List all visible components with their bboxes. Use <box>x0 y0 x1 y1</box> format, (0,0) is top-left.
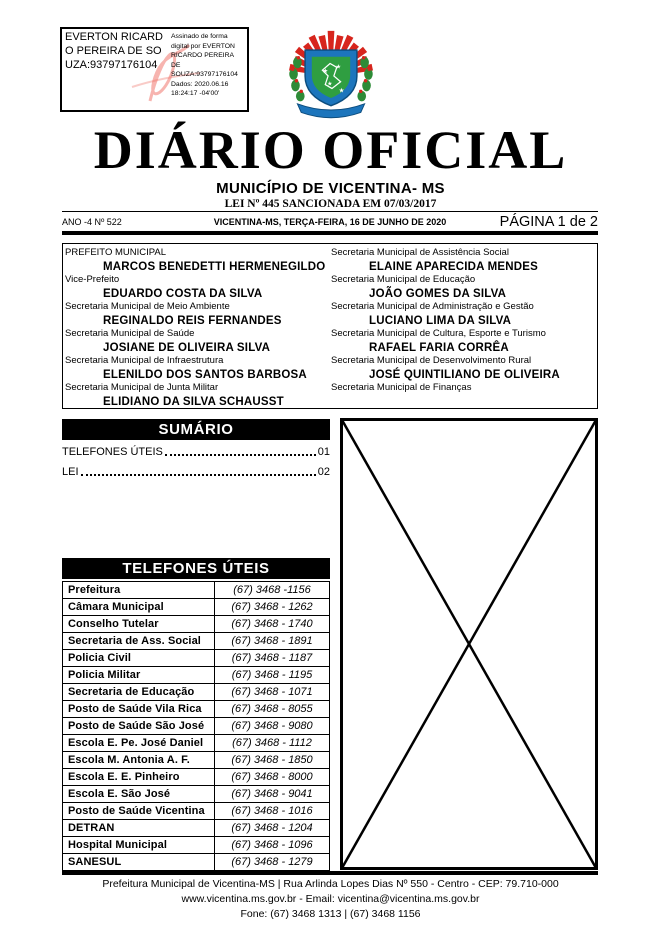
table-row <box>63 786 330 803</box>
official-name: REGINALDO REIS FERNANDES <box>103 314 282 327</box>
summary-section <box>62 419 330 480</box>
phone-entry-name: Escola E. E. Pinheiro <box>63 769 215 786</box>
phone-entry-number: (67) 3468 - 1016 <box>215 803 330 820</box>
phone-entry-number: (67) 3468 - 1262 <box>215 599 330 616</box>
svg-text:★: ★ <box>327 81 333 88</box>
official-role: Vice-Prefeito <box>65 274 120 285</box>
law-reference: LEI Nº 445 SANCIONADA EM 07/03/2017 <box>224 198 437 210</box>
official-role: Secretaria Municipal de Assistência Social <box>331 247 509 258</box>
official-entry <box>331 328 597 355</box>
official-entry <box>331 382 597 395</box>
phone-entry-name: SANESUL <box>63 854 215 871</box>
phones-table <box>62 581 330 871</box>
table-row <box>63 667 330 684</box>
svg-text:★: ★ <box>338 87 345 95</box>
official-name: ELENILDO DOS SANTOS BARBOSA <box>103 368 307 381</box>
phone-entry-number: (67) 3468 - 1740 <box>215 616 330 633</box>
official-role: Secretaria Municipal de Meio Ambiente <box>65 301 230 312</box>
edition-number: ANO -4 Nº 522 <box>62 216 122 227</box>
phone-entry-number: (67) 3468 - 8000 <box>215 769 330 786</box>
page-indicator: PÁGINA 1 de 2 <box>499 213 598 230</box>
phone-entry-number: (67) 3468 - 1096 <box>215 837 330 854</box>
phone-entry-number: (67) 3468 - 9041 <box>215 786 330 803</box>
table-row <box>63 633 330 650</box>
official-name: LUCIANO LIMA DA SILVA <box>369 314 512 327</box>
phone-entry-name: Câmara Municipal <box>63 599 215 616</box>
phone-entry-name: DETRAN <box>63 820 215 837</box>
official-role: Secretaria Municipal de Junta Militar <box>65 382 219 393</box>
official-role: Secretaria Municipal de Administração e Gestão <box>331 301 534 312</box>
official-role: Secretaria Municipal de Educação <box>331 274 476 285</box>
official-entry <box>65 301 331 328</box>
digital-signature-stamp[interactable] <box>60 27 249 112</box>
phone-entry-name: Escola E. Pe. José Daniel <box>63 735 215 752</box>
table-row <box>63 769 330 786</box>
svg-text:★: ★ <box>322 68 329 76</box>
table-row <box>63 803 330 820</box>
official-role: Secretaria Municipal de Finanças <box>331 382 472 393</box>
phone-entry-number: (67) 3468 - 9080 <box>215 718 330 735</box>
official-entry <box>65 274 331 301</box>
table-row <box>63 752 330 769</box>
table-row <box>63 616 330 633</box>
newspaper-title: DIÁRIO OFICIAL <box>93 120 568 180</box>
phones-section <box>62 558 330 871</box>
official-entry <box>331 274 597 301</box>
official-entry <box>331 301 597 328</box>
official-name: EDUARDO COSTA DA SILVA <box>103 287 263 300</box>
edition-info-bar <box>62 212 598 231</box>
official-entry <box>65 247 331 274</box>
phone-entry-name: Escola E. São José <box>63 786 215 803</box>
table-row <box>63 837 330 854</box>
phone-entry-number: (67) 3468 - 1187 <box>215 650 330 667</box>
official-name: MARCOS BENEDETTI HERMENEGILDO <box>103 260 326 273</box>
summary-item-label: TELEFONES ÚTEIS <box>62 446 163 458</box>
phone-entry-number: (67) 3468 - 1112 <box>215 735 330 752</box>
table-row <box>63 684 330 701</box>
footer-contacts: www.vicentina.ms.gov.br - Email: vicentina@vicentina.ms.gov.br <box>181 893 480 905</box>
official-name: JOSÉ QUINTILIANO DE OLIVEIRA <box>369 368 560 381</box>
missing-image-placeholder <box>340 418 598 870</box>
phone-entry-name: Posto de Saúde São José <box>63 718 215 735</box>
official-name: ELAINE APARECIDA MENDES <box>369 260 539 273</box>
phone-entry-number: (67) 3468 - 1071 <box>215 684 330 701</box>
summary-item-label: LEI <box>62 466 79 478</box>
phones-header: TELEFONES ÚTEIS <box>62 558 330 579</box>
divider-thick <box>62 231 598 235</box>
phone-entry-name: Prefeitura <box>63 582 215 599</box>
official-entry <box>65 328 331 355</box>
official-entry <box>65 355 331 382</box>
summary-header: SUMÁRIO <box>62 419 330 440</box>
official-name: RAFAEL FARIA CORRÊA <box>369 341 509 354</box>
official-name: JOÃO GOMES DA SILVA <box>369 287 507 300</box>
phone-entry-name: Policia Militar <box>63 667 215 684</box>
phone-entry-number: (67) 3468 - 1195 <box>215 667 330 684</box>
official-name: ELIDIANO DA SILVA SCHAUSST <box>103 395 284 408</box>
phone-entry-name: Secretaria de Ass. Social <box>63 633 215 650</box>
table-row <box>63 820 330 837</box>
phone-entry-number: (67) 3468 - 1850 <box>215 752 330 769</box>
phone-entry-name: Secretaria de Educação <box>63 684 215 701</box>
phone-entry-number: (67) 3468 - 8055 <box>215 701 330 718</box>
table-row <box>63 854 330 871</box>
svg-text:★: ★ <box>335 64 341 71</box>
official-role: Secretaria Municipal de Desenvolvimento Rural <box>331 355 532 366</box>
phone-entry-name: Hospital Municipal <box>63 837 215 854</box>
dot-leader <box>81 474 316 476</box>
table-row <box>63 650 330 667</box>
signature-details: Assinado de forma digital por EVERTON RICARDO PEREIRA DE SOUZA:93797176104 Dados: 2020.06.16 18:24:17 -04'00' <box>171 33 238 98</box>
table-row <box>63 718 330 735</box>
edition-date: VICENTINA-MS, TERÇA-FEIRA, 16 DE JUNHO DE 2020 <box>213 216 447 227</box>
phone-entry-name: Posto de Saúde Vicentina <box>63 803 215 820</box>
summary-item-page: 01 <box>317 446 330 458</box>
official-role: Secretaria Municipal de Saúde <box>65 328 195 339</box>
officials-box <box>62 243 598 409</box>
municipality-subtitle: MUNICÍPIO DE VICENTINA- MS <box>216 180 445 197</box>
table-row <box>63 735 330 752</box>
footer-phones: Fone: (67) 3468 1313 | (67) 3468 1156 <box>240 908 421 920</box>
phone-entry-number: (67) 3468 - 1891 <box>215 633 330 650</box>
phone-entry-name: Policia Civil <box>63 650 215 667</box>
table-row <box>63 701 330 718</box>
table-row <box>63 582 330 599</box>
phone-entry-number: (67) 3468 - 1204 <box>215 820 330 837</box>
footer-address: Prefeitura Municipal de Vicentina-MS | Rua Arlinda Lopes Dias Nº 550 - Centro - CEP: 79.710-000 <box>102 878 559 890</box>
official-name: JOSIANE DE OLIVEIRA SILVA <box>103 341 271 354</box>
footer <box>0 877 661 922</box>
municipal-coat-of-arms-icon <box>283 26 379 124</box>
phone-entry-name: Posto de Saúde Vila Rica <box>63 701 215 718</box>
summary-item <box>62 440 330 460</box>
official-entry <box>331 247 597 274</box>
summary-item-page: 02 <box>317 466 330 478</box>
official-entry <box>65 382 331 409</box>
signature-subject: EVERTON RICARDO PEREIRA DE SOUZA:93797176104 <box>65 31 164 71</box>
summary-item <box>62 460 330 480</box>
phone-entry-number: (67) 3468 - 1279 <box>215 854 330 871</box>
official-role: Secretaria Municipal de Infraestrutura <box>65 355 224 366</box>
phone-entry-name: Conselho Tutelar <box>63 616 215 633</box>
officials-column-right <box>331 247 597 408</box>
officials-column-left <box>65 247 331 408</box>
official-role: Secretaria Municipal de Cultura, Esporte e Turismo <box>331 328 546 339</box>
phone-entry-name: Escola M. Antonia A. F. <box>63 752 215 769</box>
phone-entry-number: (67) 3468 -1156 <box>215 582 330 599</box>
official-role: PREFEITO MUNICIPAL <box>65 247 166 258</box>
table-row <box>63 599 330 616</box>
official-entry <box>331 355 597 382</box>
footer-divider <box>62 871 598 875</box>
dot-leader <box>165 454 316 456</box>
